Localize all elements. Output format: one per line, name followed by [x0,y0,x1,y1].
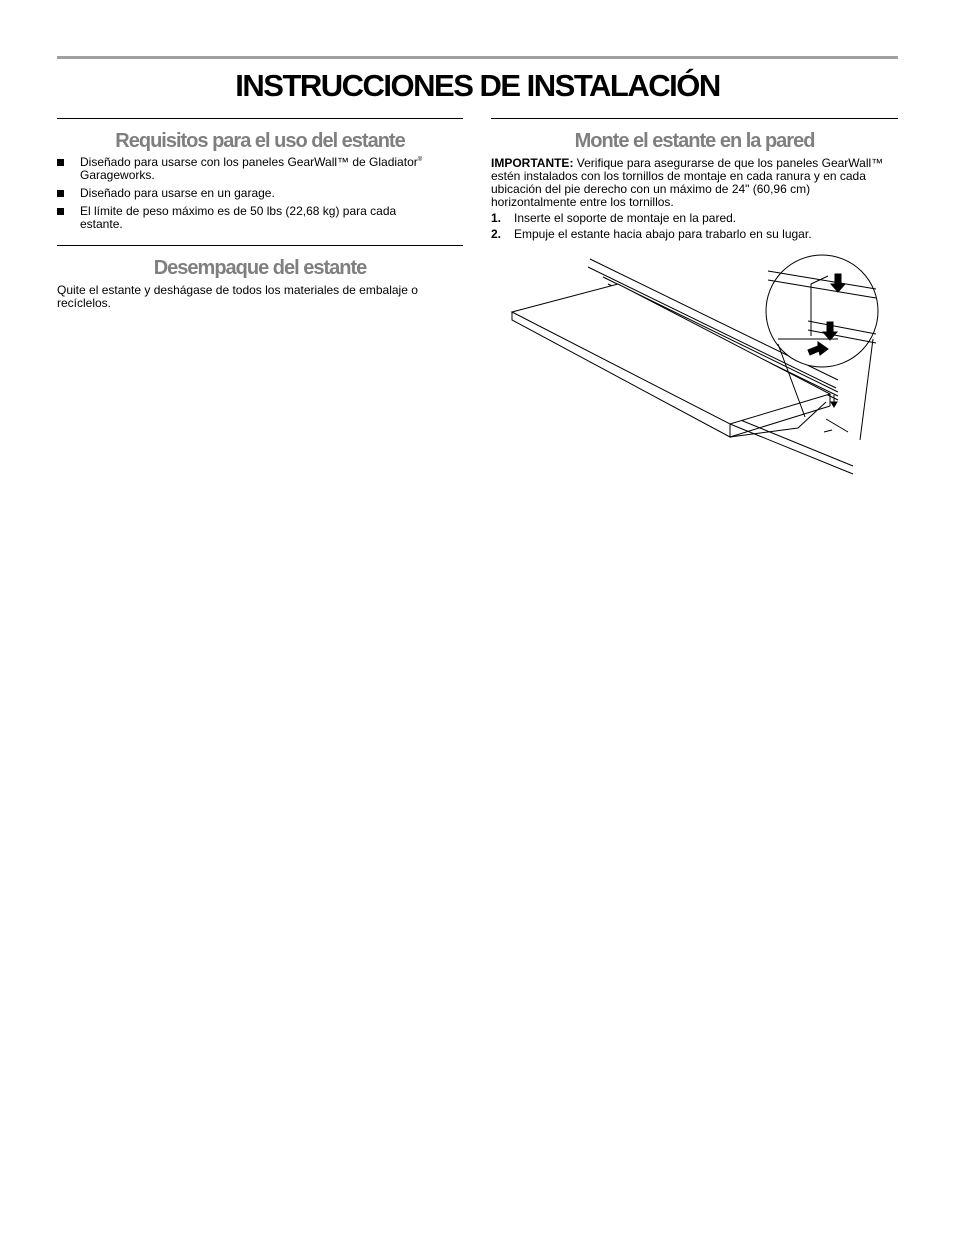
list-item-text: Diseñado para usarse con los paneles GearWall™ de Gladiator [80,155,418,169]
shelf-mounting-illustration [508,254,888,479]
step-item [491,212,897,225]
bullet-square-icon [57,190,64,197]
bullet-square-icon [57,208,64,215]
list-item [57,205,462,231]
heading-requisitos: Requisitos para el uso del estante [115,130,405,152]
important-text: Verifique para asegurarse de que los paneles GearWall™ estén instalados con los tornillos de montaje en cada ranura y en cada ubicación del pie derecho con un máximo de 24" (60,96 cm) horizontalmente entre los tornillos. [491,156,884,209]
page-title: INSTRUCCIONES DE INSTALACIÓN [235,68,720,103]
top-rule [57,56,898,59]
step-text: Empuje el estante hacia abajo para trabarlo en su lugar. [514,227,812,241]
step-number: 1. [491,211,502,225]
desempaque-body: Quite el estante y deshágase de todos los materiales de embalaje o recíclelos. [57,283,418,310]
list-item-text-cont: Garageworks. [80,168,155,182]
step-item [491,228,897,241]
section-rule-monte [491,118,898,119]
wall-rail-line [826,419,848,432]
steps-list [491,212,897,244]
bullet-square-icon [57,159,64,166]
section-rule-requisitos [57,118,463,119]
arrow-right-icon [824,430,832,432]
heading-desempaque: Desempaque del estante [153,257,367,279]
arrow-down-icon [831,402,837,407]
heading-monte: Monte el estante en la pared [574,130,815,152]
list-item-text: Diseñado para usarse en un garage. [80,186,275,200]
important-label: IMPORTANTE: [491,156,574,170]
section-rule-desempaque [57,245,463,246]
step-text: Inserte el soporte de montaje en la pared. [514,211,737,225]
requirements-list [57,156,462,236]
zoom-leader-line [860,339,873,440]
list-item-text: El límite de peso máximo es de 50 lbs (22,68 kg) para cada estante. [80,204,397,231]
registered-mark: ® [417,157,423,163]
wall-rail-line [738,419,853,466]
list-item [57,187,462,200]
important-note [491,157,893,209]
step-number: 2. [491,227,502,241]
list-item [57,156,462,182]
